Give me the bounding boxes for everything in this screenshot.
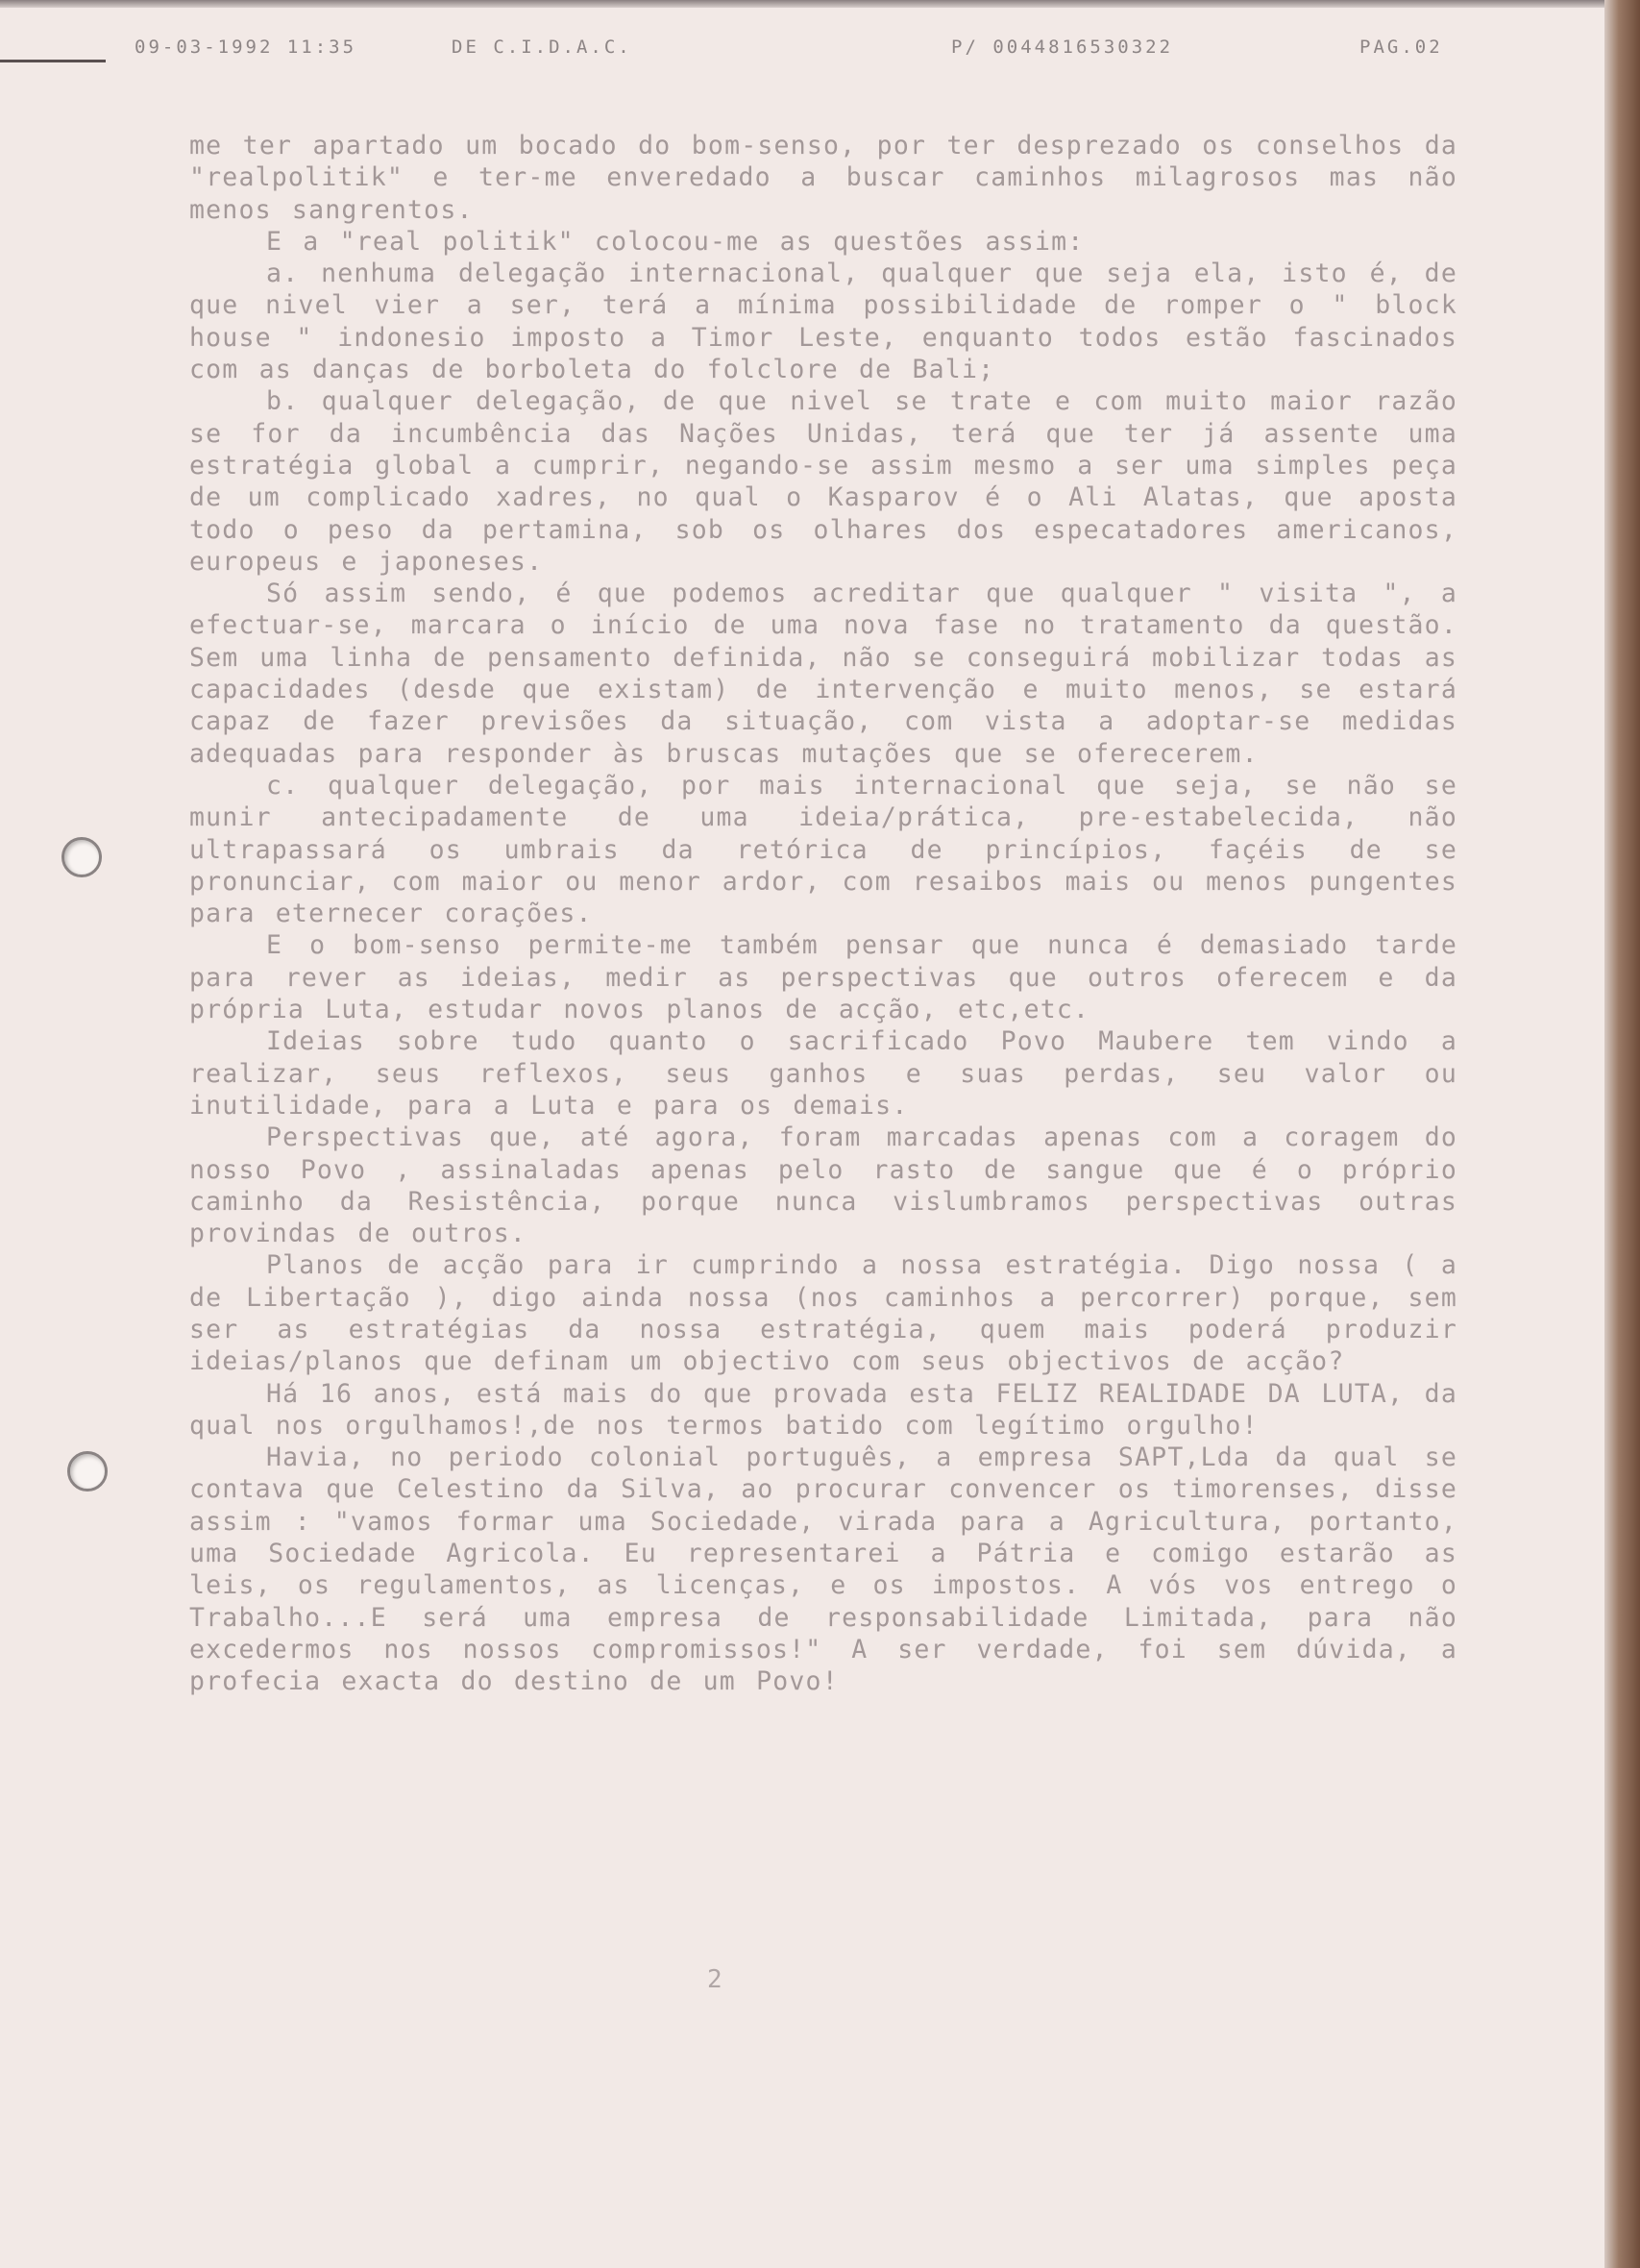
fax-datetime: 09-03-1992 11:35 <box>135 37 357 58</box>
header-rule <box>0 60 106 62</box>
paragraph: b. qualquer delegação, de que nivel se trate e com muito maior razão se for da incumbência das Nações Unidas, terá que ter já assente uma estratégia global a cumprir, negando-se assim mesmo a ser uma simples peça de um complicado xadres, no qual o Kasparov é o Ali Alatas, que aposta todo o peso da pertamina, sob os olhares dos especatadores americanos, europeus e japoneses. <box>189 386 1457 577</box>
paragraph: Havia, no periodo colonial português, a empresa SAPT,Lda da qual se contava que Celestino da Silva, ao procurar convencer os timorenses, disse assim : "vamos formar uma Sociedade, virada para a Agricultura, portanto, uma Sociedade Agricola. Eu representarei a Pátria e comigo estarão as leis, os regulamentos, as licenças, e os impostos. A vós vos entrego o Trabalho...E será uma empresa de responsabilidade Limitada, para não excedermos nos nossos compromissos!" A ser verdade, foi sem dúvida, a profecia exacta do destino de um Povo! <box>189 1442 1457 1697</box>
punch-hole-icon <box>67 1451 108 1491</box>
paragraph: me ter apartado um bocado do bom-senso, por ter desprezado os conselhos da "realpolitik" e ter-me enveredado a buscar caminhos milagrosos mas não menos sangrentos. <box>189 131 1457 225</box>
paragraph: Ideias sobre tudo quanto o sacrificado Povo Maubere tem vindo a realizar, seus reflexos, seus ganhos e suas perdas, seu valor ou inutilidade, para a Luta e para os demais. <box>189 1026 1457 1121</box>
fax-from: DE C.I.D.A.C. <box>452 37 632 58</box>
paragraph: c. qualquer delegação, por mais internacional que seja, se não se munir antecipadamente de uma ideia/prática, pre-estabelecida, não ultrapassará os umbrais da retórica de princípios, façéis de se pronunciar, com maior ou menor ardor, com resaibos mais ou menos pungentes para eternecer corações. <box>189 770 1457 929</box>
page-number: 2 <box>707 1965 722 1994</box>
fax-to: P/ 0044816530322 <box>951 37 1174 58</box>
paragraph: Perspectivas que, até agora, foram marcadas apenas com a coragem do nosso Povo , assinaladas apenas pelo rasto de sangue que é o próprio caminho da Resistência, porque nunca vislumbramos perspectivas outras provindas de outros. <box>189 1122 1457 1249</box>
paragraph: Planos de acção para ir cumprindo a nossa estratégia. Digo nossa ( a de Libertação ), digo ainda nossa (nos caminhos a percorrer) porque, sem ser as estratégias da nossa estratégia, quem mais poderá produzir ideias/planos que definam um objectivo com seus objectivos de acção? <box>189 1250 1457 1377</box>
fax-header <box>135 37 1460 65</box>
paragraph: E o bom-senso permite-me também pensar que nunca é demasiado tarde para rever as ideias, medir as perspectivas que outros oferecem e da própria Luta, estudar novos planos de acção, etc,etc. <box>189 930 1457 1025</box>
punch-hole-icon <box>61 837 102 877</box>
top-edge <box>0 0 1604 8</box>
paragraph: E a "real politik" colocou-me as questões assim: <box>266 226 1085 257</box>
letter-body <box>189 130 1457 1698</box>
fax-page: PAG.02 <box>1359 37 1443 58</box>
paragraph: a. nenhuma delegação internacional, qualquer que seja ela, isto é, de que nivel vier a ser, terá a mínima possibilidade de romper o " block house " indonesio imposto a Timor Leste, enquanto todos estão fascinados com as danças de borboleta do folclore de Bali; <box>189 259 1457 385</box>
paragraph: Só assim sendo, é que podemos acreditar que qualquer " visita ", a efectuar-se, marcara o início de uma nova fase no tratamento da questão. Sem uma linha de pensamento definida, não se conseguirá mobilizar todas as capacidades (desde que existam) de intervenção e muito menos, se estará capaz de fazer previsões da situação, com vista a adoptar-se medidas adequadas para responder às bruscas mutações que se oferecerem. <box>189 579 1457 769</box>
page-edge-shadow <box>1604 0 1640 2268</box>
paragraph: Há 16 anos, está mais do que provada esta FELIZ REALIDADE DA LUTA, da qual nos orgulhamos!,de nos termos batido com legítimo orgulho! <box>189 1378 1457 1441</box>
